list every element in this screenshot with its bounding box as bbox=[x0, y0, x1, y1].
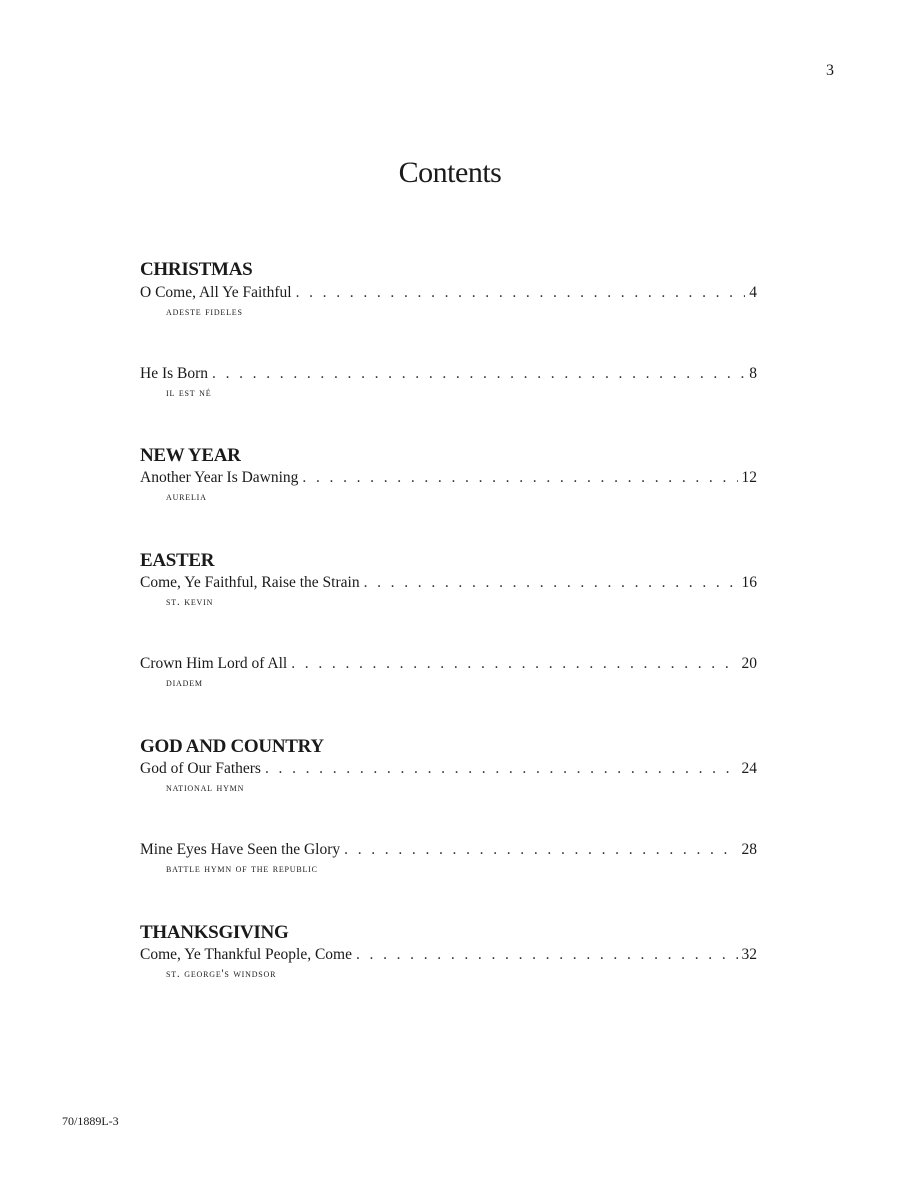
entry-tune-name: diadem bbox=[166, 677, 203, 689]
entry-page-number: 8 bbox=[749, 365, 757, 382]
entry-tune-name: il est né bbox=[166, 387, 212, 399]
entry-page-number: 12 bbox=[741, 469, 757, 486]
entry-title: God of Our Fathers bbox=[140, 760, 261, 777]
section-heading-christmas: CHRISTMAS bbox=[140, 259, 253, 280]
entry-tune-name: st. george's windsor bbox=[166, 968, 277, 980]
dot-leader bbox=[302, 468, 737, 488]
toc-entry[interactable] bbox=[140, 945, 757, 980]
page-title: Contents bbox=[398, 156, 502, 189]
entry-page-number: 32 bbox=[741, 946, 757, 963]
section-heading-god-and-country: GOD AND COUNTRY bbox=[140, 736, 324, 757]
toc-entry[interactable] bbox=[140, 364, 757, 399]
dot-leader bbox=[212, 364, 745, 384]
entry-page-number: 20 bbox=[741, 655, 757, 672]
entry-tune-name: battle hymn of the republic bbox=[166, 863, 318, 875]
toc-entry[interactable] bbox=[140, 283, 757, 318]
entry-title: Crown Him Lord of All bbox=[140, 655, 288, 672]
dot-leader bbox=[356, 945, 738, 965]
toc-entry[interactable] bbox=[140, 468, 757, 503]
catalog-number: 70/1889L-3 bbox=[62, 1114, 119, 1128]
entry-page-number: 4 bbox=[749, 284, 757, 301]
toc-entry[interactable] bbox=[140, 759, 757, 794]
entry-page-number: 24 bbox=[741, 760, 757, 777]
toc-entry[interactable] bbox=[140, 654, 757, 689]
toc-entry[interactable] bbox=[140, 573, 757, 608]
entry-title: O Come, All Ye Faithful bbox=[140, 284, 292, 301]
entry-title: Mine Eyes Have Seen the Glory bbox=[140, 841, 341, 858]
entry-tune-name: st. kevin bbox=[166, 596, 214, 608]
dot-leader bbox=[364, 573, 738, 593]
dot-leader bbox=[344, 840, 737, 860]
page-number: 3 bbox=[826, 62, 834, 79]
entry-title: Come, Ye Thankful People, Come bbox=[140, 946, 352, 963]
section-heading-thanksgiving: THANKSGIVING bbox=[140, 922, 289, 943]
entry-page-number: 16 bbox=[741, 574, 757, 591]
entry-tune-name: national hymn bbox=[166, 782, 245, 794]
dot-leader bbox=[291, 654, 737, 674]
entry-tune-name: aurelia bbox=[166, 491, 207, 503]
entry-title: Come, Ye Faithful, Raise the Strain bbox=[140, 574, 360, 591]
toc-entry[interactable] bbox=[140, 840, 757, 875]
dot-leader bbox=[296, 283, 746, 303]
entry-title: Another Year Is Dawning bbox=[140, 469, 299, 486]
section-heading-easter: EASTER bbox=[140, 550, 215, 571]
entry-title: He Is Born bbox=[140, 365, 209, 382]
section-heading-new-year: NEW YEAR bbox=[140, 445, 241, 466]
dot-leader bbox=[265, 759, 738, 779]
entry-page-number: 28 bbox=[741, 841, 757, 858]
entry-tune-name: adeste fideles bbox=[166, 306, 243, 318]
